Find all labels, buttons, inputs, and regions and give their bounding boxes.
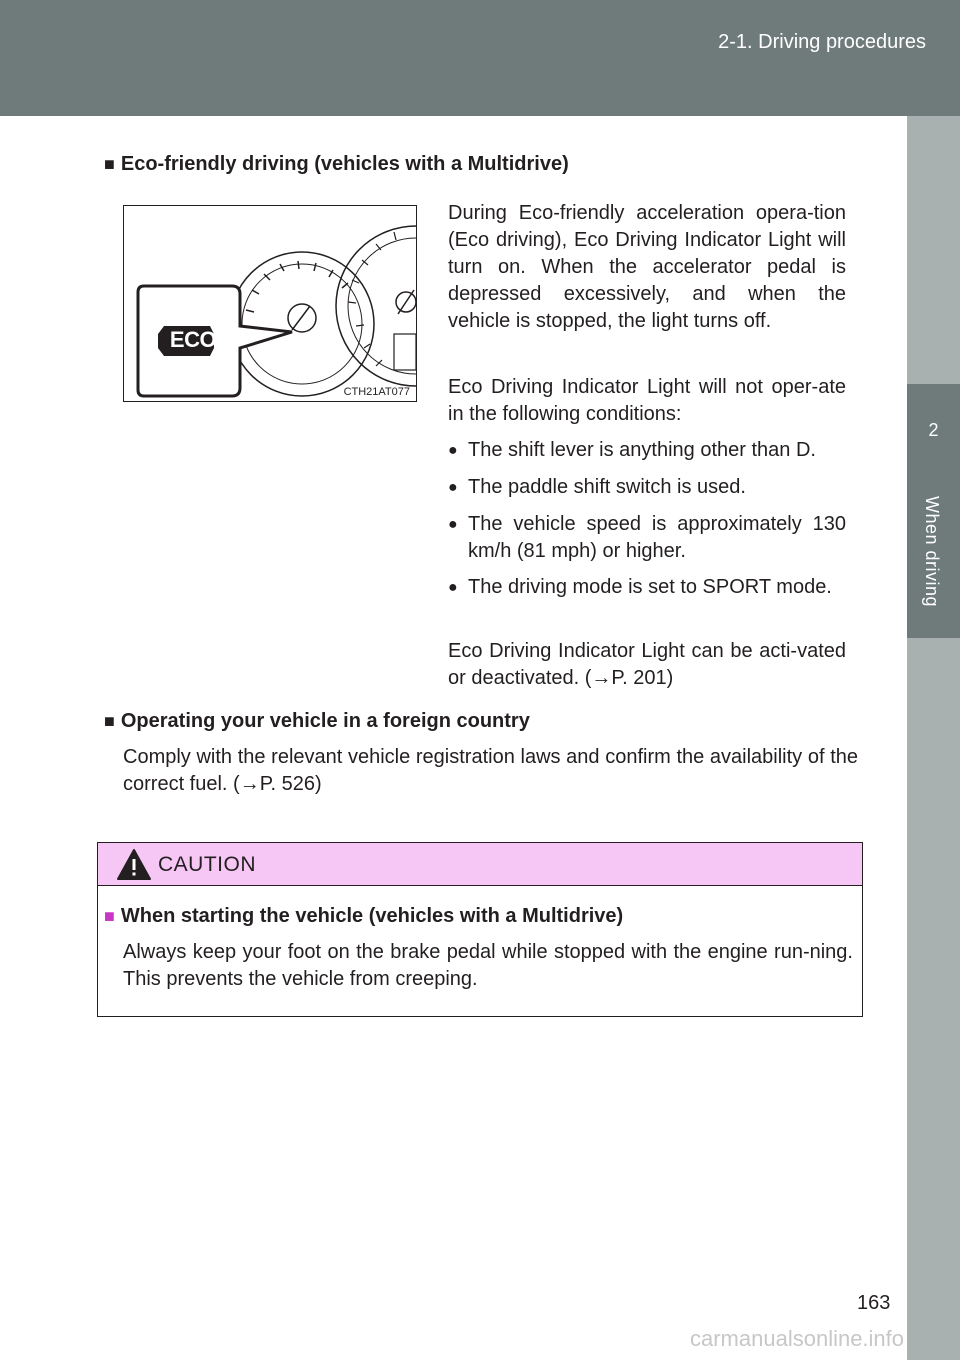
- square-bullet-icon: ■: [104, 906, 115, 926]
- header-title: 2-1. Driving procedures: [718, 31, 926, 53]
- eco-section-heading: [104, 153, 569, 176]
- condition-bullet: [448, 474, 846, 501]
- figure-code: CTH21AT077: [343, 386, 410, 398]
- warning-triangle-icon: [116, 848, 152, 882]
- caution-body: Always keep your foot on the brake pedal while stopped with the engine run-ning. This prevents the vehicle from creeping.: [123, 941, 853, 990]
- caution-heading: [104, 905, 623, 928]
- caution-box: [97, 842, 863, 1017]
- round-bullet-icon: ●: [448, 516, 458, 533]
- eco-footer-note: Eco Driving Indicator Light can be acti-vated or deactivated. (→P. 201): [448, 640, 846, 689]
- watermark: carmanualsonline.info: [690, 1326, 905, 1351]
- condition-text: The vehicle speed is approximately 130 km/h (81 mph) or higher.: [468, 513, 846, 562]
- caution-header: [98, 843, 862, 886]
- foreign-heading-text: Operating your vehicle in a foreign country: [120, 710, 530, 732]
- side-tab-upper: [907, 116, 960, 384]
- instrument-cluster-figure: [123, 205, 417, 402]
- eco-intro-paragraph: During Eco-friendly acceleration opera-tion (Eco driving), Eco Driving Indicator Light will turn on. When the accelerator pedal is depressed excessively, and when the vehicle is stopped, the light turns off.: [448, 202, 846, 332]
- condition-text: The driving mode is set to SPORT mode.: [468, 576, 832, 598]
- foreign-section-body: Comply with the relevant vehicle registration laws and confirm the availability of the correct fuel. (→P. 526): [123, 746, 858, 795]
- condition-bullet: [448, 511, 846, 565]
- instrument-cluster-illustration: [124, 206, 416, 401]
- eco-badge-label: ECO: [169, 327, 217, 352]
- round-bullet-icon: ●: [448, 579, 458, 596]
- page-number: 163: [857, 1292, 891, 1314]
- side-tab-chapter[interactable]: [907, 384, 960, 638]
- condition-text: The paddle shift switch is used.: [468, 476, 746, 498]
- chapter-number: 2: [928, 420, 939, 440]
- square-bullet-icon: ■: [104, 711, 115, 731]
- header-bar: [0, 0, 960, 116]
- eco-conditions-intro: Eco Driving Indicator Light will not oper-ate in the following conditions:: [448, 376, 846, 425]
- round-bullet-icon: ●: [448, 479, 458, 496]
- caution-title: CAUTION: [158, 853, 256, 876]
- condition-bullet: [448, 574, 846, 601]
- caution-heading-text: When starting the vehicle (vehicles with a Multidrive): [120, 905, 624, 927]
- foreign-section-heading: [104, 710, 530, 733]
- side-tab-lower: [907, 638, 960, 1360]
- round-bullet-icon: ●: [448, 442, 458, 459]
- eco-heading-text: Eco-friendly driving (vehicles with a Multidrive): [120, 153, 569, 175]
- square-bullet-icon: ■: [104, 154, 115, 174]
- chapter-label: When driving: [922, 496, 942, 608]
- condition-bullet: [448, 437, 846, 464]
- condition-text: The shift lever is anything other than D.: [468, 439, 816, 461]
